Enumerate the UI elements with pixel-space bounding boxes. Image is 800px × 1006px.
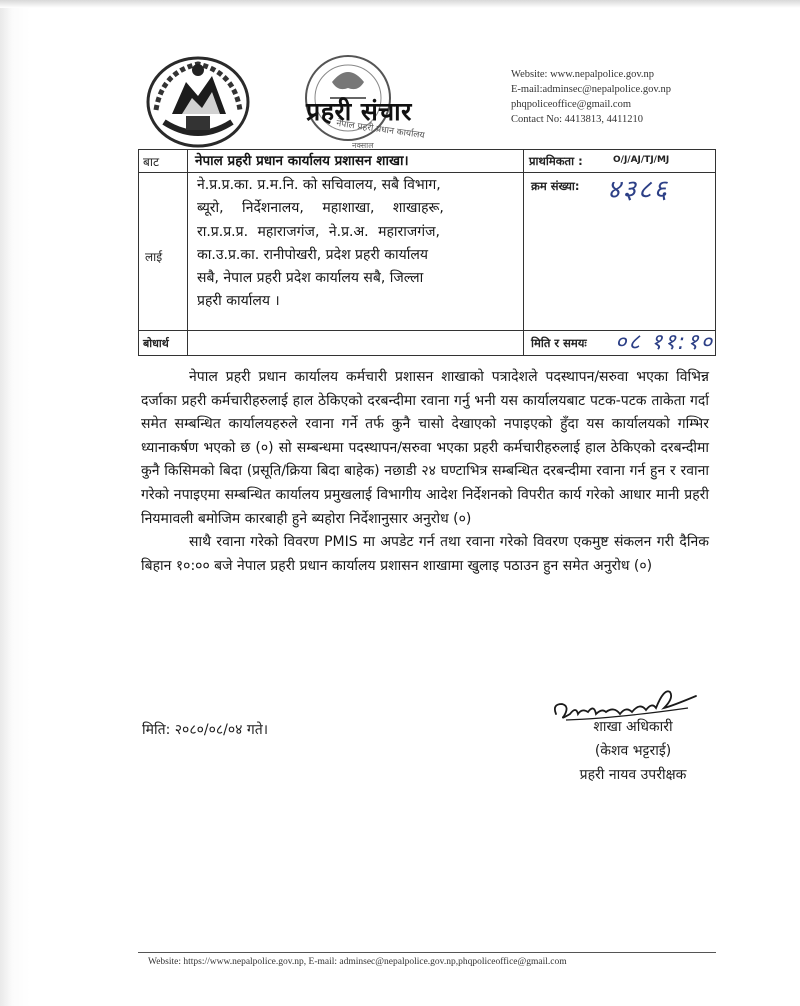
addressee-line: रा.प्र.प्र.प्र. महाराजगंज, ने.प्र.अ. महाराजगंज,	[197, 223, 440, 240]
brand-title: प्रहरी संचार	[306, 97, 412, 126]
seal-caption-location: नक्साल	[352, 141, 374, 150]
contact-email[interactable]: E-mail:adminsec@nepalpolice.gov.np	[511, 84, 672, 95]
body-paragraph: नेपाल प्रहरी प्रधान कार्यालय कर्मचारी प्रशासन शाखाको पत्रादेशले पदस्थापन/सरुवा भएका विभिन्न दर्जाका प्रहरी कर्मचारीहरुलाई हाल ठेकिएको दरबन्दीमा रवाना गर्नु भनी यस कार्यालयबाट पटक-पटक ताकेता गर्दा समेत सम्बन्धित कार्यालयहरुले रवाना गर्ने तर्फ कुनै चासो देखाएको नपाइएको हुँदा यस कार्यालयको गम्भिर ध्यानाकर्षण भएको छ (०) सो सम्बन्धमा पदस्थापन/सरुवा भएका प्रहरी कर्मचारीहरुलाई हाल ठेकिएको दरबन्दीमा कुनै किसिमको बिदा (प्रसूति/क्रिया बिदा बाहेक) नछाडी २४ घण्टाभित्र सम्बन्धित दरबन्दीमा रवाना गर्न हुन र रवाना गरेको नपाइएमा सम्बन्धित कार्यालय प्रमुखलाई विभागीय आदेश निर्देशनको विपरीत कार्य गरेको आधार मानी प्रहरी नियमावली बमोजिम कारबाही हुने ब्यहोरा निर्देशानुसार अनुरोध (०)	[141, 369, 709, 527]
contact-website[interactable]: Website: www.nepalpolice.gov.np	[511, 69, 655, 80]
footer-contact: Website: https://www.nepalpolice.gov.np, E-mail: adminsec@nepalpolice.gov.np,phqpoliceoffice@gmail.com	[148, 957, 567, 967]
info-label: बोधार्थ	[143, 337, 169, 350]
routing-table	[138, 149, 716, 356]
priority-label: प्राथमिकता :	[529, 154, 583, 168]
to-label: लाई	[145, 250, 163, 264]
signatory-rank: प्रहरी नायव उपरीक्षक	[579, 767, 687, 783]
addressee-line: प्रहरी कार्यालय ।	[197, 293, 280, 310]
from-value: नेपाल प्रहरी प्रधान कार्यालय प्रशासन शाखा।	[195, 153, 409, 169]
datetime-value: ०८ ११:१०	[615, 330, 715, 355]
addressee-line: ने.प्र.प्र.का. प्र.म.नि. को सचिवालय, सबै विभाग,	[197, 177, 441, 193]
contact-block	[511, 67, 741, 127]
priority-codes: O/J/AJ/TJ/MJ	[613, 155, 670, 165]
datetime-label: मिति र समयः	[531, 336, 587, 350]
signature-block	[548, 715, 718, 787]
signatory-title: शाखा अधिकारी	[593, 719, 673, 735]
addressee-line: का.उ.प्र.का. रानीपोखरी, प्रदेश प्रहरी कार्यालय	[197, 246, 428, 263]
addressee-line: सबै, नेपाल प्रहरी प्रदेश कार्यालय सबै, जिल्ला	[197, 270, 424, 287]
addressee-line: ब्यूरो, निर्देशनालय, महाशाखा, शाखाहरू,	[197, 200, 444, 217]
signatory-name: (केशव भट्टराई)	[594, 743, 672, 759]
body-paragraph: साथै रवाना गरेको विवरण PMIS मा अपडेट गर्न तथा रवाना गरेको विवरण एकमुष्ट संकलन गरी दैनिक बिहान १०:०० बजे नेपाल प्रहरी प्रधान कार्यालय प्रशासन शाखामा खुलाइ पठाउन हुन समेत अनुरोध (०)	[141, 534, 709, 574]
serial-label: क्रम संख्या:	[531, 179, 580, 193]
footer-divider	[138, 952, 716, 953]
letter-date: मिति: २०८०/०८/०४ गते।	[142, 722, 269, 738]
contact-email-alt[interactable]: phqpoliceoffice@gmail.com	[511, 99, 631, 110]
column-divider	[523, 150, 524, 355]
nepal-emblem-icon	[142, 52, 254, 152]
from-label: बाट	[143, 155, 160, 169]
contact-phone: Contact No: 4413813, 4411210	[511, 114, 644, 125]
serial-number: ४३८६	[607, 175, 670, 205]
scan-edge	[0, 0, 800, 8]
letter-body	[141, 366, 709, 578]
column-divider	[187, 150, 188, 355]
seal-caption: नेपाल प्रहरी प्रधान कार्यालय	[335, 118, 426, 142]
to-addressees	[197, 174, 519, 314]
